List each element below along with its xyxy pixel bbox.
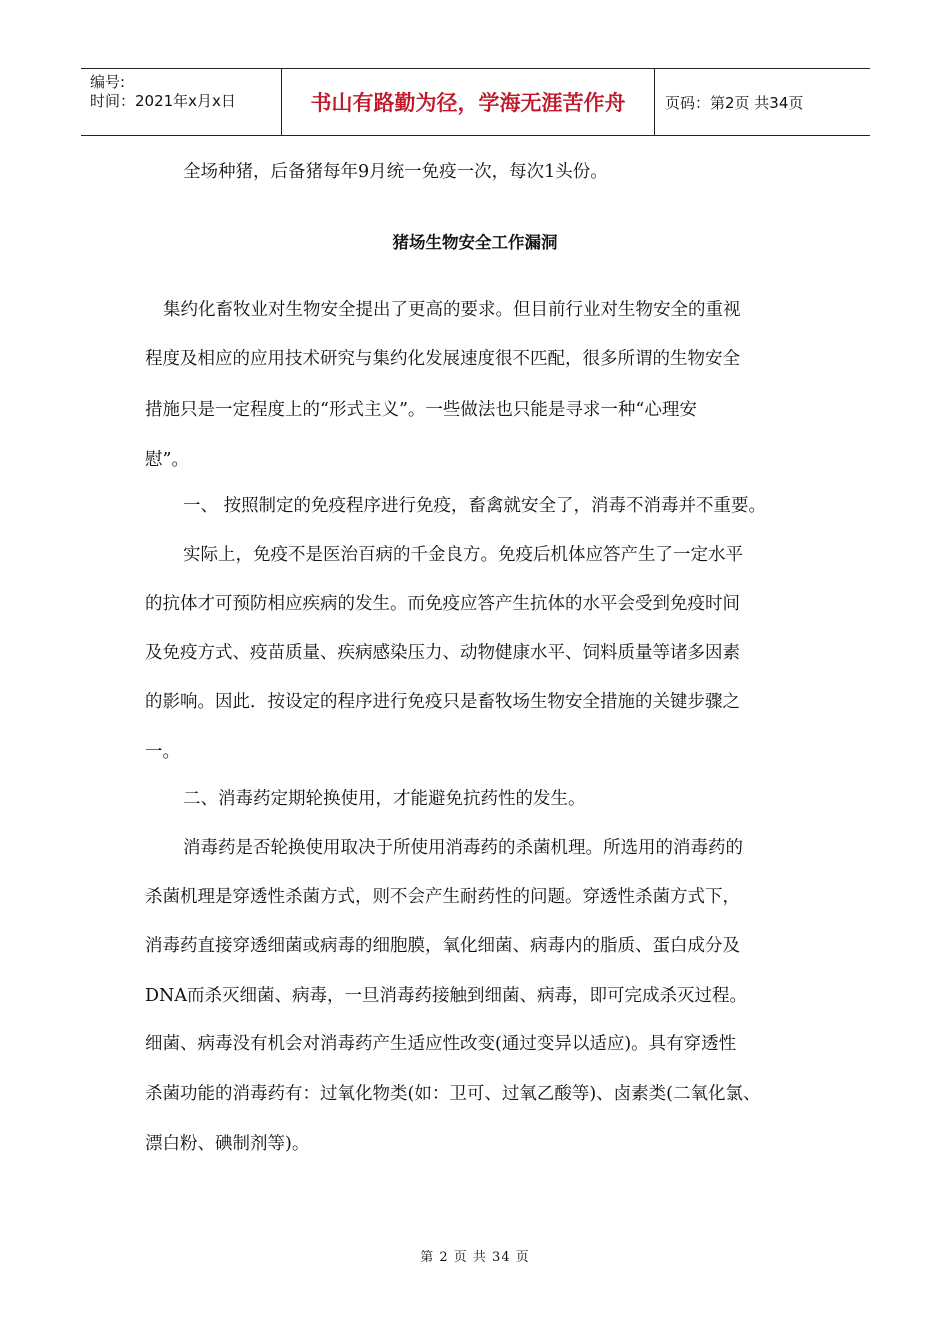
document-date-label: 时间：2021年x月x日 xyxy=(90,92,236,110)
body-line-18: 杀菌功能的消毒药有：过氧化物类(如：卫可、过氧乙酸等)、卤素类(二氧化氯、 xyxy=(145,1084,761,1104)
body-line-19: 漂白粉、碘制剂等)。 xyxy=(145,1134,310,1154)
body-line-5: 慰”。 xyxy=(145,450,189,470)
body-line-6: 一、 按照制定的免疫程序进行免疫，畜禽就安全了，消毒不消毒并不重要。 xyxy=(183,496,767,516)
body-line-7: 实际上，免疫不是医治百病的千金良方。免疫后机体应答产生了一定水平 xyxy=(183,545,743,565)
body-line-15: 消毒药直接穿透细菌或病毒的细胞膜，氧化细菌、病毒内的脂质、蛋白成分及 xyxy=(145,936,740,956)
page-footer: 第 2 页 共 34 页 xyxy=(420,1250,530,1265)
body-line-2: 集约化畜牧业对生物安全提出了更高的要求。但目前行业对生物安全的重视 xyxy=(163,300,741,320)
body-line-8: 的抗体才可预防相应疾病的发生。而免疫应答产生抗体的水平会受到免疫时间 xyxy=(145,594,740,614)
body-line-12: 二、消毒药定期轮换使用，才能避免抗药性的发生。 xyxy=(183,789,586,809)
body-line-13: 消毒药是否轮换使用取决于所使用消毒药的杀菌机理。所选用的消毒药的 xyxy=(183,838,743,858)
header-motto: 书山有路勤为径，学海无涯苦作舟 xyxy=(282,69,655,135)
header-page-info: 页码：第2页 共34页 xyxy=(665,93,804,112)
header-meta xyxy=(81,69,282,135)
body-line-17: 细菌、病毒没有机会对消毒药产生适应性改变(通过变异以适应)。具有穿透性 xyxy=(145,1034,737,1054)
body-line-10: 的影响。因此．按设定的程序进行免疫只是畜牧场生物安全措施的关键步骤之 xyxy=(145,692,740,712)
body-line-4: 措施只是一定程度上的“形式主义”。一些做法也只能是寻求一种“心理安 xyxy=(145,400,697,420)
body-line-9: 及免疫方式、疫苗质量、疾病感染压力、动物健康水平、饲料质量等诸多因素 xyxy=(145,643,740,663)
body-line-16: DNA而杀灭细菌、病毒，一旦消毒药接触到细菌、病毒，即可完成杀灭过程。 xyxy=(145,986,747,1006)
document-number-label: 编号: xyxy=(90,73,126,91)
body-line-3: 程度及相应的应用技术研究与集约化发展速度很不匹配，很多所谓的生物安全 xyxy=(145,349,740,369)
body-line-14: 杀菌机理是穿透性杀菌方式，则不会产生耐药性的问题。穿透性杀菌方式下， xyxy=(145,887,740,907)
page-header xyxy=(81,68,870,136)
body-line-11: 一。 xyxy=(145,742,180,762)
body-line-1: 全场种猪，后备猪每年9月统一免疫一次，每次1头份。 xyxy=(183,162,608,182)
section-title: 猪场生物安全工作漏洞 xyxy=(392,233,558,252)
